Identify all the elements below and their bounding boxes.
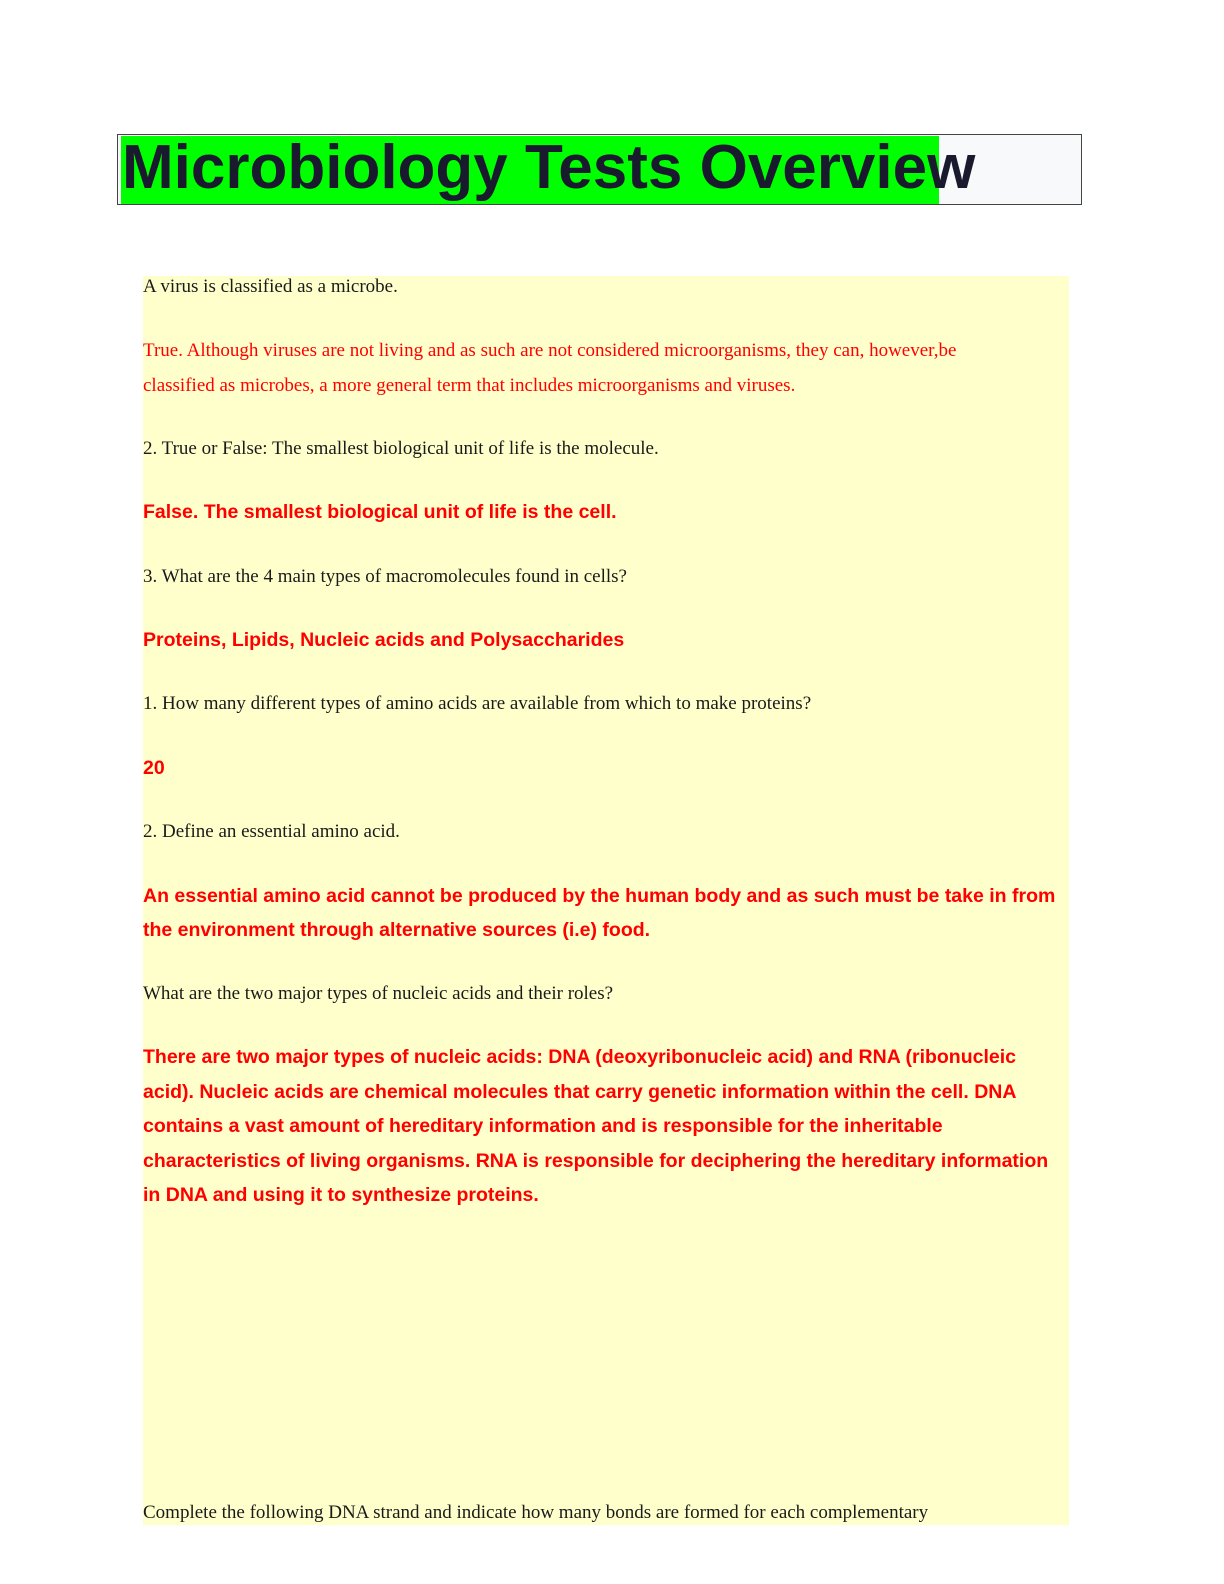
answer-virus-line-1: True. Although viruses are not living and as such are not considered microorganisms, they can, however,be xyxy=(143,340,957,361)
answer-nucleic-line-1: There are two major types of nucleic acids: DNA (deoxyribonucleic acid) and RNA (ribonucleic xyxy=(143,1046,1016,1068)
answer-nucleic-line-5: in DNA and using it to synthesize proteins. xyxy=(143,1184,539,1206)
question-virus: A virus is classified as a microbe. xyxy=(143,276,398,297)
answer-nucleic-line-4: characteristics of living organisms. RNA is responsible for deciphering the hereditary information xyxy=(143,1150,1049,1172)
answer-nucleic-line-2: acid). Nucleic acids are chemical molecules that carry genetic information within the cell. DNA xyxy=(143,1081,1017,1103)
page-title: Microbiology Tests Overview xyxy=(122,133,976,202)
answer-virus-line-2: classified as microbes, a more general term that includes microorganisms and viruses. xyxy=(143,375,796,396)
answer-macromolecules: Proteins, Lipids, Nucleic acids and Polysaccharides xyxy=(143,629,625,651)
question-nucleic-acids: What are the two major types of nucleic acids and their roles? xyxy=(143,983,614,1004)
answer-nucleic-line-3: contains a vast amount of hereditary information and is responsible for the inheritable xyxy=(143,1115,943,1137)
answer-amino-acids: 20 xyxy=(143,757,165,779)
content-area xyxy=(143,276,1069,1525)
title-banner xyxy=(117,134,1082,205)
answer-essential-line-2: the environment through alternative sources (i.e) food. xyxy=(143,919,651,941)
question-smallest-unit: 2. True or False: The smallest biological unit of life is the molecule. xyxy=(143,438,659,459)
question-essential-amino-acid: 2. Define an essential amino acid. xyxy=(143,821,400,842)
question-amino-acids: 1. How many different types of amino acids are available from which to make proteins? xyxy=(143,693,812,714)
answer-smallest-unit: False. The smallest biological unit of life is the cell. xyxy=(143,501,617,523)
answer-essential-line-1: An essential amino acid cannot be produced by the human body and as such must be take in from xyxy=(143,885,1056,907)
question-dna-strand: Complete the following DNA strand and indicate how many bonds are formed for each complementary xyxy=(143,1502,929,1523)
question-macromolecules: 3. What are the 4 main types of macromolecules found in cells? xyxy=(143,566,627,587)
